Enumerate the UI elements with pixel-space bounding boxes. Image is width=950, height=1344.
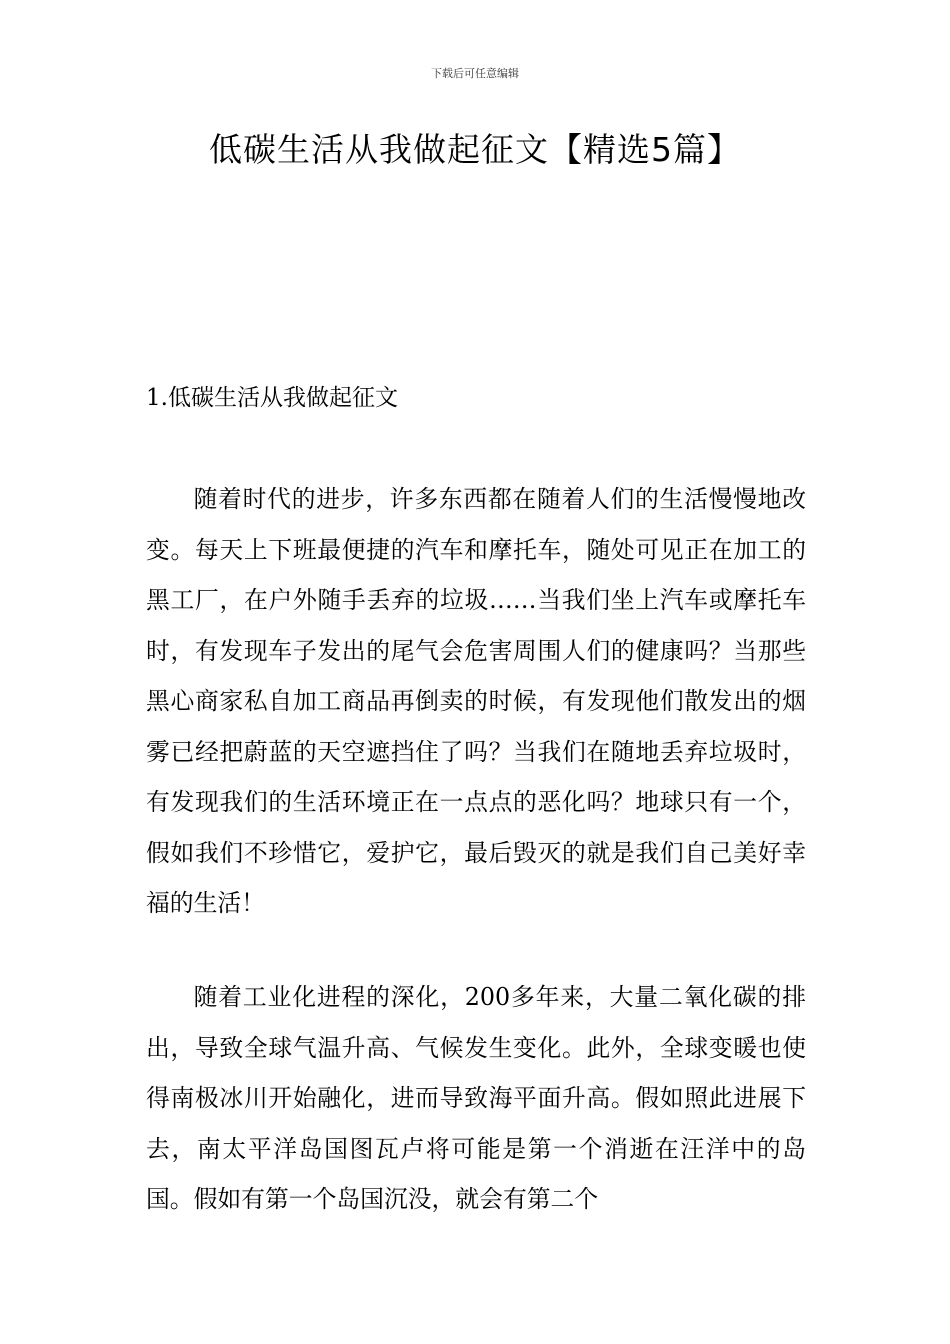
paragraph: 随着工业化进程的深化，200多年来，大量二氧化碳的排出，导致全球气温升高、气候发生变化。此外，全球变暖也使得南极冰川开始融化，进而导致海平面升高。假如照此进展下去，南太平洋岛国图瓦卢将可能是第一个消逝在汪洋中的岛国。假如有第一个岛国沉没，就会有第二个 [146, 983, 806, 1213]
header-note: 下载后可任意编辑 [431, 67, 519, 80]
document-title: 低碳生活从我做起征文【精选5篇】 [209, 130, 741, 169]
section-heading: 1.低碳生活从我做起征文 [146, 385, 398, 411]
paragraph: 随着时代的进步，许多东西都在随着人们的生活慢慢地改变。每天上下班最便捷的汽车和摩托车，随处可见正在加工的黑工厂，在户外随手丢弃的垃圾……当我们坐上汽车或摩托车时，有发现车子发出的尾气会危害周围人们的健康吗？当那些黑心商家私自加工商品再倒卖的时候，有发现他们散发出的烟雾已经把蔚蓝的天空遮挡住了吗？当我们在随地丢弃垃圾时，有发现我们的生活环境正在一点点的恶化吗？地球只有一个，假如我们不珍惜它，爱护它，最后毁灭的就是我们自己美好幸福的生活！ [146, 485, 806, 917]
